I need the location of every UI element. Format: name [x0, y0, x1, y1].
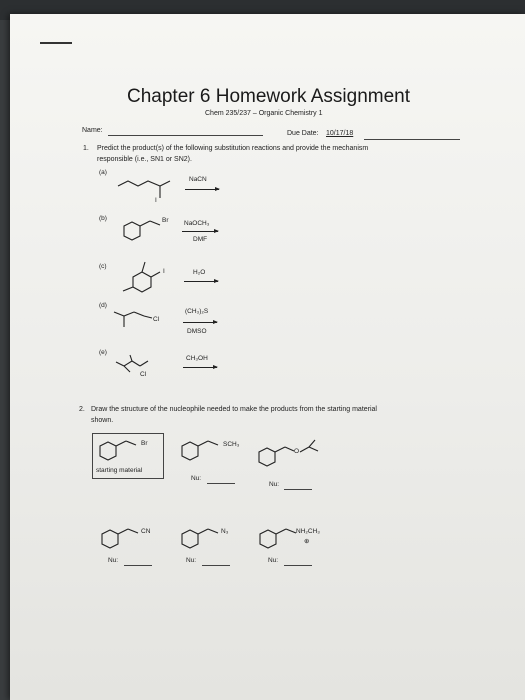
- q1-number: 1.: [83, 145, 89, 152]
- course-subtitle: Chem 235/237 – Organic Chemistry 1: [205, 110, 323, 117]
- pen-mark: [40, 42, 72, 44]
- q1d-label: (d): [99, 302, 107, 309]
- q1b-label: (b): [99, 215, 107, 222]
- q1b-reagent: NaOCH₃: [184, 220, 210, 227]
- product-nh2ch3-nu-line: [284, 565, 312, 566]
- product-n3-molecule: [178, 524, 238, 554]
- product-ether-substituent: O: [294, 448, 300, 455]
- q2-number: 2.: [79, 406, 85, 413]
- q1d-arrow: [183, 322, 217, 323]
- page-title: Chapter 6 Homework Assignment: [127, 86, 411, 107]
- product-sch3-substituent: SCH₃: [223, 441, 240, 448]
- q1e-label: (e): [99, 349, 107, 356]
- q1b-molecule: [122, 216, 182, 246]
- q1a-substituent: I: [155, 197, 157, 204]
- product-cn-nu-line: [124, 565, 152, 566]
- q1e-arrow: [183, 367, 217, 368]
- q1c-substituent: I: [163, 268, 165, 275]
- q1c-molecule: [118, 258, 178, 300]
- q2-text-line1: Draw the structure of the nucleophile needed to make the products from the starting material: [91, 406, 377, 413]
- name-label: Name:: [82, 127, 103, 134]
- q1-text-line1: Predict the product(s) of the following substitution reactions and provide the mechanism: [97, 145, 369, 152]
- q1d-substituent: Cl: [153, 316, 160, 323]
- due-date-line: [364, 139, 460, 140]
- q1a-label: (a): [99, 169, 107, 176]
- q1b-arrow: [182, 231, 218, 232]
- q2-text-line2: shown.: [91, 417, 114, 424]
- product-nh2ch3-nu-label: Nu:: [268, 557, 279, 564]
- q1c-reagent: H₂O: [193, 269, 206, 276]
- due-date-label: Due Date:: [287, 130, 319, 137]
- starting-material-label: starting material: [96, 467, 143, 474]
- q1-text-line2: responsible (i.e., SN1 or SN2).: [97, 156, 192, 163]
- product-n3-nu-label: Nu:: [186, 557, 197, 564]
- product-sch3-nu-label: Nu:: [191, 475, 202, 482]
- product-sch3-nu-line: [207, 483, 235, 484]
- q1e-substituent: Cl: [140, 371, 147, 378]
- product-cn-substituent: CN: [141, 528, 151, 535]
- q1c-arrow: [184, 281, 218, 282]
- q1b-substituent: Br: [162, 217, 169, 224]
- name-field-line: [108, 135, 263, 136]
- q1a-reagent: NaCN: [189, 176, 207, 183]
- product-nh2ch3-substituent: NH₂CH₃: [296, 528, 320, 535]
- product-ether-nu-label: Nu:: [269, 481, 280, 488]
- q1a-molecule: [118, 172, 178, 204]
- q1e-reagent: CH₃OH: [186, 355, 208, 362]
- due-date-value: 10/17/18: [326, 130, 354, 137]
- q1b-condition: DMF: [193, 236, 208, 243]
- product-cn-nu-label: Nu:: [108, 557, 119, 564]
- q1d-reagent: (CH₃)₂S: [185, 308, 209, 315]
- product-ether-molecule: [255, 440, 335, 472]
- q1a-arrow: [185, 189, 219, 190]
- positive-charge-icon: ⊕: [304, 538, 310, 545]
- q1c-label: (c): [99, 263, 107, 270]
- starting-material-substituent: Br: [141, 440, 148, 447]
- product-ether-nu-line: [284, 489, 312, 490]
- q1d-condition: DMSO: [187, 328, 207, 335]
- product-n3-nu-line: [202, 565, 230, 566]
- product-n3-substituent: N₃: [221, 528, 229, 535]
